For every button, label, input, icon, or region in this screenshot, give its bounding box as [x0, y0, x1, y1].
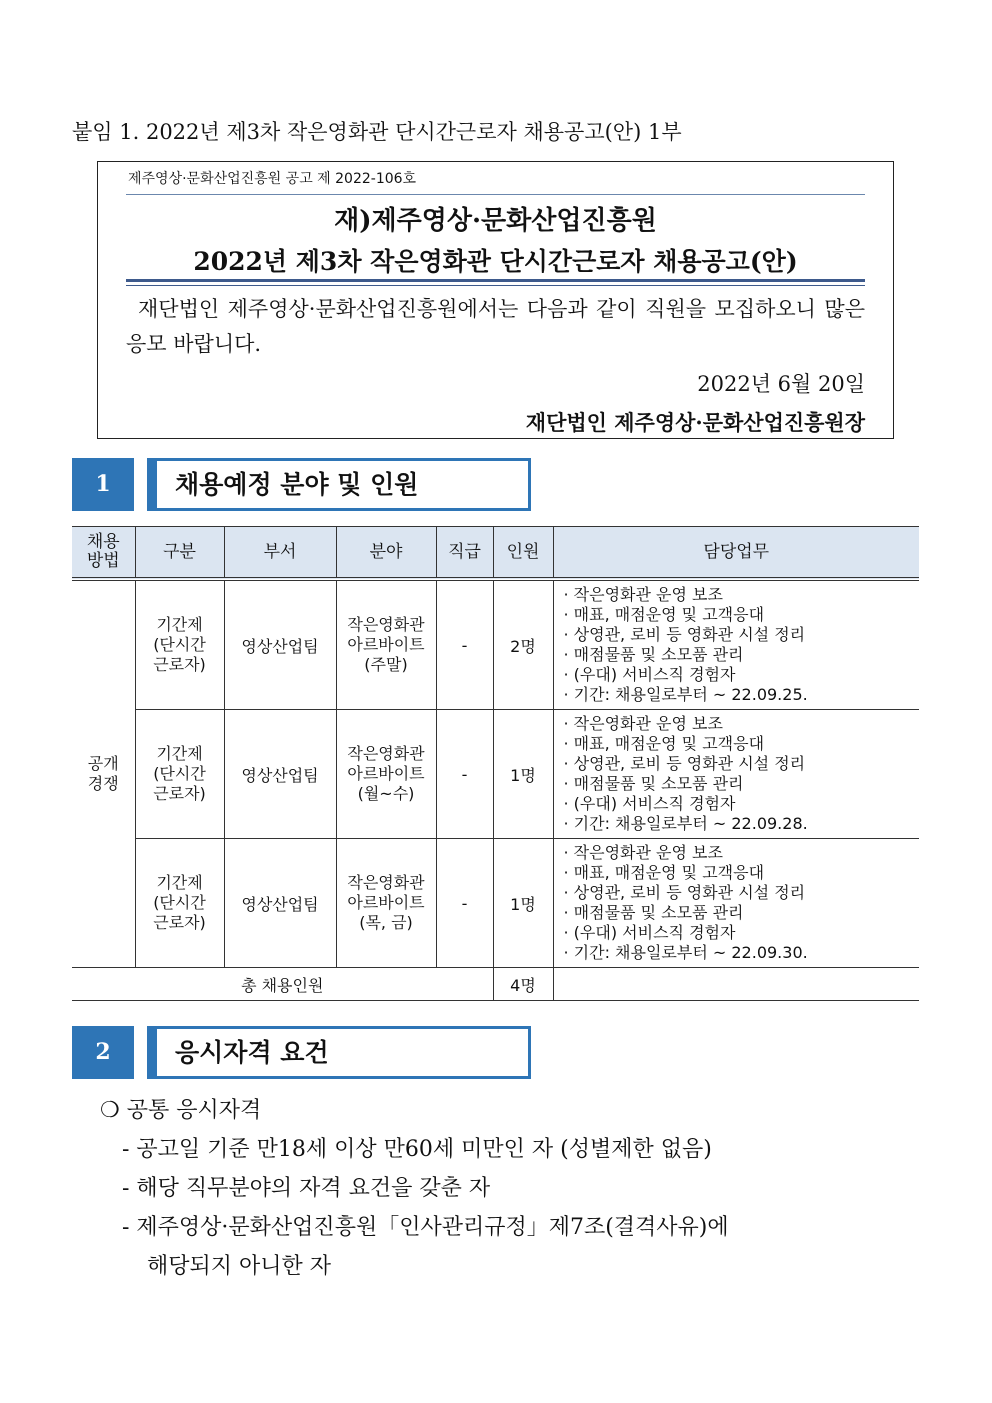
grade-cell: -: [436, 839, 493, 968]
total-empty: [553, 968, 919, 1001]
table-row: [72, 579, 919, 710]
org-title: 재)제주영상·문화산업진흥원: [334, 206, 657, 236]
requirement-item: 해당되지 아니한 자: [147, 1254, 332, 1279]
requirement-item: - 해당 직무분야의 자격 요건을 갖춘 자: [122, 1176, 491, 1201]
total-count: 4명: [493, 968, 553, 1001]
type-cell: 기간제 (단시간 근로자): [135, 839, 224, 968]
header-type: 구분: [135, 527, 224, 580]
section-title: 채용예정 분야 및 인원: [147, 458, 531, 511]
dept-cell: 영상산업팀: [224, 839, 336, 968]
recruitment-table: [72, 526, 919, 1001]
field-cell: 작은영화관 아르바이트 (목, 금): [336, 839, 436, 968]
total-row: [72, 968, 919, 1001]
header-method: 채용 방법: [72, 527, 135, 580]
table-row: [72, 839, 919, 968]
header-grade: 직급: [436, 527, 493, 580]
table-row: [72, 710, 919, 839]
duties-cell: · 작은영화관 운영 보조 · 매표, 매점운영 및 고객응대 · 상영관, 로비 등 영화관 시설 정리 · 매점물품 및 소모품 관리 · (우대) 서비스직 경험자 · 기간: 채용일로부터 ~ 22.09.25.: [553, 579, 919, 710]
header-duties: 담당업무: [553, 527, 919, 580]
attachment-line: 붙임 1. 2022년 제3차 작은영화관 단시간근로자 채용공고(안) 1부: [72, 120, 682, 144]
divider-double: [126, 279, 865, 286]
grade-cell: -: [436, 710, 493, 839]
field-cell: 작은영화관 아르바이트 (월~수): [336, 710, 436, 839]
dept-cell: 영상산업팀: [224, 579, 336, 710]
method-cell: 공개 경쟁: [72, 579, 135, 968]
section-title: 응시자격 요건: [147, 1026, 531, 1079]
requirements-title: ❍ 공통 응시자격: [100, 1098, 262, 1123]
count-cell: 1명: [493, 839, 553, 968]
header-dept: 부서: [224, 527, 336, 580]
duties-cell: · 작은영화관 운영 보조 · 매표, 매점운영 및 고객응대 · 상영관, 로비 등 영화관 시설 정리 · 매점물품 및 소모품 관리 · (우대) 서비스직 경험자 · 기간: 채용일로부터 ~ 22.09.30.: [553, 839, 919, 968]
notice-date: 2022년 6월 20일: [697, 372, 865, 396]
header-count: 인원: [493, 527, 553, 580]
type-cell: 기간제 (단시간 근로자): [135, 579, 224, 710]
table-header-row: [72, 527, 919, 580]
requirement-item: - 공고일 기준 만18세 이상 만60세 미만인 자 (성별제한 없음): [122, 1137, 712, 1162]
notice-box: [97, 161, 894, 439]
count-cell: 1명: [493, 710, 553, 839]
type-cell: 기간제 (단시간 근로자): [135, 710, 224, 839]
total-label: 총 채용인원: [72, 968, 493, 1001]
section-number: 2: [72, 1026, 134, 1079]
signer: 재단법인 제주영상·문화산업진흥원장: [525, 410, 865, 435]
intro-text: 재단법인 제주영상·문화산업진흥원에서는 다음과 같이 직원을 모집하오니 많은 응모 바랍니다.: [126, 297, 865, 356]
field-cell: 작은영화관 아르바이트 (주말): [336, 579, 436, 710]
section-number: 1: [72, 458, 134, 511]
dept-cell: 영상산업팀: [224, 710, 336, 839]
grade-cell: -: [436, 579, 493, 710]
requirement-item: - 제주영상·문화산업진흥원「인사관리규정」제7조(결격사유)에: [122, 1215, 729, 1240]
notice-title: 2022년 제3차 작은영화관 단시간근로자 채용공고(안): [193, 247, 798, 276]
header-field: 분야: [336, 527, 436, 580]
count-cell: 2명: [493, 579, 553, 710]
notice-number: 제주영상·문화산업진흥원 공고 제 2022-106호: [128, 171, 417, 187]
duties-cell: · 작은영화관 운영 보조 · 매표, 매점운영 및 고객응대 · 상영관, 로비 등 영화관 시설 정리 · 매점물품 및 소모품 관리 · (우대) 서비스직 경험자 · 기간: 채용일로부터 ~ 22.09.28.: [553, 710, 919, 839]
divider: [126, 194, 865, 195]
